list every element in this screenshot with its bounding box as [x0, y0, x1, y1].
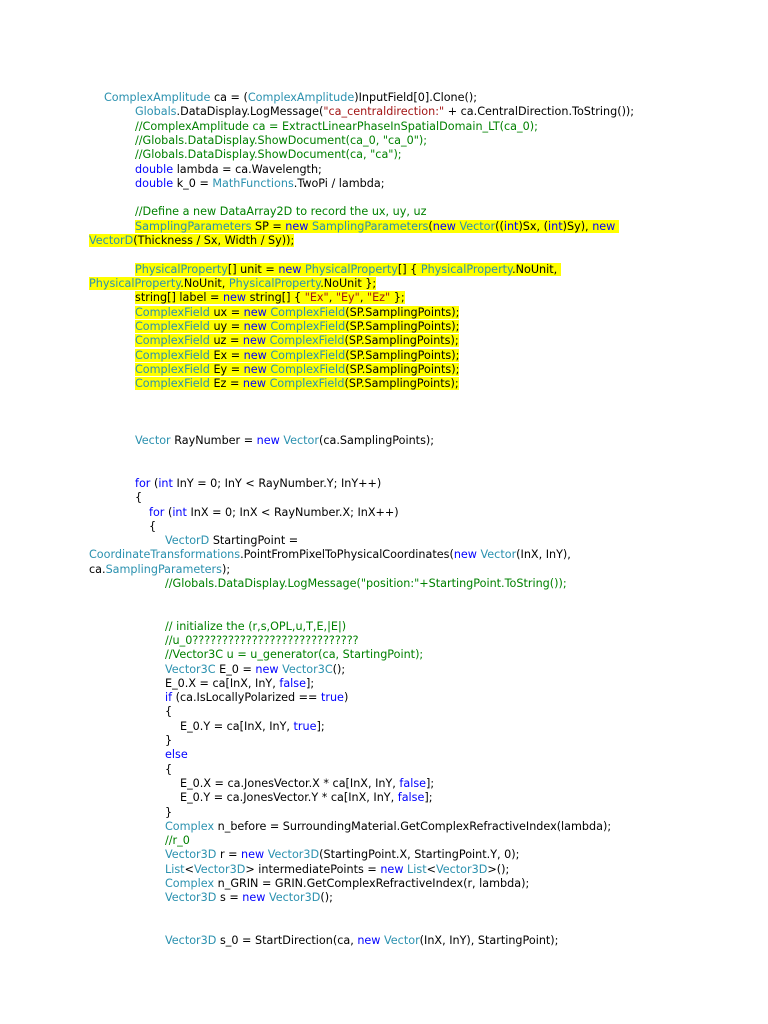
code-line: [135, 205, 426, 219]
code-line: [89, 563, 230, 577]
code-line-text: string[] label = new string[] { "Ex", "Ey", "Ez" };: [135, 291, 405, 304]
type-token: Complex: [165, 877, 215, 890]
keyword-token: new: [380, 863, 404, 876]
type-token: SamplingParameters: [311, 220, 429, 233]
keyword-token: new: [357, 934, 381, 947]
type-token: Vector: [283, 434, 319, 447]
keyword-token: new: [243, 306, 267, 319]
code-line: [135, 477, 381, 491]
keyword-token: for: [149, 506, 165, 519]
code-line: [165, 734, 172, 748]
code-line: [165, 677, 314, 691]
type-token: VectorD: [89, 234, 134, 247]
code-line: [135, 263, 561, 277]
keyword-token: false: [279, 677, 306, 690]
code-line: [165, 806, 172, 820]
code-line-text: Complex n_before = SurroundingMaterial.GetComplexRefractiveIndex(lambda);: [165, 820, 612, 833]
string-token: "Ex": [304, 291, 329, 304]
code-line: [135, 163, 322, 177]
code-line: [165, 634, 359, 648]
code-line: [135, 105, 634, 119]
type-token: Vector3C: [282, 663, 333, 676]
code-line-text: }: [165, 734, 173, 747]
keyword-token: if: [165, 691, 173, 704]
type-token: ComplexField: [135, 334, 210, 347]
type-token: Vector3D: [268, 891, 321, 904]
code-line: [135, 320, 459, 334]
code-line-text: E_0.Y = ca.JonesVector.Y * ca[InX, InY, false];: [180, 791, 433, 804]
code-line: [135, 134, 427, 148]
code-line-text: [165, 577, 567, 590]
code-line-text: ComplexField uy = new ComplexField(SP.SamplingPoints);: [135, 320, 460, 333]
code-line: [135, 220, 619, 234]
type-token: PhysicalProperty: [89, 277, 181, 290]
code-line: [165, 877, 529, 891]
code-line-text: double k_0 = MathFunctions.TwoPi / lambda;: [135, 177, 385, 190]
code-line-text: Vector3D s_0 = StartDirection(ca, new Vector(InX, InY), StartingPoint);: [165, 934, 559, 947]
type-token: ComplexField: [269, 334, 345, 347]
type-token: PhysicalProperty: [228, 277, 321, 290]
keyword-token: double: [135, 163, 174, 176]
type-token: Vector: [459, 220, 496, 233]
string-token: "Ez": [366, 291, 391, 304]
keyword-token: double: [135, 177, 174, 190]
type-token: PhysicalProperty: [420, 263, 513, 276]
type-token: Vector: [384, 934, 420, 947]
keyword-token: new: [243, 363, 267, 376]
type-token: Vector3D: [165, 934, 217, 947]
keyword-token: true: [293, 720, 317, 733]
code-line-text: [135, 134, 427, 147]
code-line-text: Complex n_GRIN = GRIN.GetComplexRefractiveIndex(r, lambda);: [165, 877, 530, 890]
code-line-text: [165, 634, 359, 647]
type-token: MathFunctions: [212, 177, 294, 190]
code-line: [149, 520, 156, 534]
comment-token: // initialize the (r,s,OPL,u,T,E,|E|): [165, 620, 347, 633]
code-line-text: SamplingParameters SP = new SamplingParameters(new Vector((int)Sx, (int)Sy), new: [135, 220, 619, 233]
type-token: ComplexField: [269, 377, 345, 390]
code-line-text: PhysicalProperty.NoUnit, PhysicalProperty.NoUnit };: [89, 277, 377, 290]
code-line-text: Vector3C E_0 = new Vector3C();: [165, 663, 346, 676]
keyword-token: new: [432, 220, 456, 233]
code-line: [135, 177, 385, 191]
type-token: ComplexField: [135, 320, 210, 333]
code-line: [165, 534, 302, 548]
type-token: Vector: [480, 548, 517, 561]
keyword-token: int: [158, 477, 173, 490]
code-line-text: [135, 205, 426, 218]
code-line-text: [165, 748, 188, 761]
code-line: [135, 291, 405, 305]
code-line-text: ComplexField Ey = new ComplexField(SP.SamplingPoints);: [135, 363, 460, 376]
code-line-text: Vector3D r = new Vector3D(StartingPoint.X, StartingPoint.Y, 0);: [165, 848, 520, 861]
keyword-token: new: [278, 263, 302, 276]
code-line-text: ComplexField ux = new ComplexField(SP.SamplingPoints);: [135, 306, 460, 319]
code-line-text: Vector RayNumber = new Vector(ca.SamplingPoints);: [135, 434, 435, 447]
comment-token: //Globals.DataDisplay.ShowDocument(ca_0, "ca_0");: [135, 134, 428, 147]
code-line: [165, 663, 345, 677]
code-line: [149, 506, 399, 520]
code-line: [135, 363, 459, 377]
code-line: [135, 377, 459, 391]
code-line: [135, 120, 538, 134]
keyword-token: false: [397, 791, 425, 804]
comment-token: //Define a new DataArray2D to record the ux, uy, uz: [135, 205, 427, 218]
code-line-text: {: [165, 705, 173, 718]
code-line-text: VectorD StartingPoint =: [165, 534, 302, 547]
keyword-token: new: [242, 334, 267, 347]
comment-token: //r_0: [165, 834, 190, 847]
type-token: SamplingParameters: [105, 563, 222, 576]
code-line: [89, 548, 574, 562]
code-line-text: double lambda = ca.Wavelength;: [135, 163, 322, 176]
code-line-text: CoordinateTransformations.PointFromPixelToPhysicalCoordinates(new Vector(InX, InY),: [89, 548, 575, 561]
type-token: Globals: [135, 105, 177, 118]
code-line-text: [165, 834, 190, 847]
code-line-text: ComplexField Ez = new ComplexField(SP.SamplingPoints);: [135, 377, 459, 390]
keyword-token: int: [172, 506, 187, 519]
type-token: ComplexField: [270, 320, 346, 333]
type-token: Vector3D: [165, 891, 217, 904]
comment-token: //Vector3C u = u_generator(ca, StartingPoint);: [165, 648, 424, 661]
keyword-token: new: [592, 220, 616, 233]
type-token: ComplexAmplitude: [247, 91, 355, 104]
keyword-token: int: [548, 220, 563, 233]
type-token: Vector3C: [165, 663, 216, 676]
code-line-text: [135, 120, 538, 133]
code-line-text: for (int InY = 0; InY < RayNumber.Y; InY++): [135, 477, 382, 490]
code-line: [165, 820, 611, 834]
code-line-text: E_0.X = ca.JonesVector.X * ca[InX, InY, false];: [180, 777, 435, 790]
code-line: [165, 577, 567, 591]
code-line: [89, 277, 376, 291]
keyword-token: new: [243, 349, 267, 362]
code-line-text: ComplexAmplitude ca = (ComplexAmplitude)InputField[0].Clone();: [104, 91, 478, 104]
type-token: Vector: [135, 434, 171, 447]
type-token: ComplexField: [270, 306, 346, 319]
code-line: [104, 91, 477, 105]
code-line-text: for (int InX = 0; InX < RayNumber.X; InX++): [149, 506, 399, 519]
type-token: Vector3D: [165, 848, 217, 861]
type-token: Vector3D: [193, 863, 246, 876]
type-token: List: [407, 863, 427, 876]
type-token: Complex: [165, 820, 215, 833]
comment-token: //ComplexAmplitude ca = ExtractLinearPhaseInSpatialDomain_LT(ca_0);: [135, 120, 538, 133]
code-line-text: VectorD(Thickness / Sx, Width / Sy));: [89, 234, 295, 247]
code-line-text: [135, 148, 402, 161]
type-token: VectorD: [165, 534, 210, 547]
code-line: [165, 863, 509, 877]
code-line: [135, 491, 142, 505]
keyword-token: for: [135, 477, 151, 490]
type-token: Vector3D: [435, 863, 488, 876]
code-line: [165, 891, 333, 905]
keyword-token: new: [255, 663, 279, 676]
keyword-token: new: [256, 434, 280, 447]
comment-token: //u_0????????????????????????????: [165, 634, 359, 647]
string-token: "Ey": [335, 291, 360, 304]
type-token: CoordinateTransformations: [89, 548, 241, 561]
code-line: [165, 848, 519, 862]
keyword-token: new: [242, 377, 267, 390]
code-line-text: ComplexField Ex = new ComplexField(SP.SamplingPoints);: [135, 349, 460, 362]
keyword-token: new: [241, 848, 265, 861]
type-token: ComplexField: [135, 349, 210, 362]
code-line: [165, 648, 423, 662]
code-line-text: {: [149, 520, 157, 533]
code-line-text: ComplexField uz = new ComplexField(SP.SamplingPoints);: [135, 334, 459, 347]
code-line: [165, 934, 558, 948]
code-line-text: [165, 648, 423, 661]
keyword-token: int: [503, 220, 519, 233]
keyword-token: true: [320, 691, 344, 704]
type-token: ComplexField: [135, 363, 210, 376]
type-token: ComplexAmplitude: [104, 91, 211, 104]
code-line-text: E_0.Y = ca[InX, InY, true];: [180, 720, 325, 733]
string-token: "ca_centraldirection:": [323, 105, 445, 118]
code-line: [135, 334, 459, 348]
code-line-text: if (ca.IsLocallyPolarized == true): [165, 691, 349, 704]
code-line: [89, 234, 294, 248]
keyword-token: new: [285, 220, 309, 233]
code-line: [180, 777, 434, 791]
code-line-text: [165, 620, 346, 633]
type-token: PhysicalProperty: [305, 263, 398, 276]
code-line: [180, 791, 433, 805]
type-token: ComplexField: [135, 306, 210, 319]
type-token: PhysicalProperty: [135, 263, 228, 276]
type-token: ComplexField: [135, 377, 210, 390]
type-token: SamplingParameters: [135, 220, 252, 233]
keyword-token: new: [242, 891, 266, 904]
type-token: ComplexField: [270, 349, 346, 362]
type-token: List: [165, 863, 185, 876]
code-line-text: ca.SamplingParameters);: [89, 563, 231, 576]
code-line: [165, 691, 348, 705]
comment-token: //Globals.DataDisplay.LogMessage("position:"+StartingPoint.ToString());: [165, 577, 567, 590]
code-line: [180, 720, 325, 734]
code-line: [165, 620, 346, 634]
code-line-text: List<Vector3D> intermediatePoints = new List<Vector3D>();: [165, 863, 510, 876]
code-line: [165, 763, 172, 777]
type-token: ComplexField: [270, 363, 346, 376]
code-line-text: Globals.DataDisplay.LogMessage("ca_centraldirection:" + ca.CentralDirection.ToString());: [135, 105, 635, 118]
keyword-token: new: [453, 548, 477, 561]
code-line-text: }: [165, 806, 173, 819]
code-line: [165, 705, 172, 719]
code-line: [135, 306, 459, 320]
code-line-text: PhysicalProperty[] unit = new PhysicalProperty[] { PhysicalProperty.NoUnit,: [135, 263, 561, 276]
code-line: [165, 748, 188, 762]
code-line-text: E_0.X = ca[InX, InY, false];: [165, 677, 315, 690]
keyword-token: else: [165, 748, 188, 761]
code-line-text: {: [165, 763, 173, 776]
code-line-text: {: [135, 491, 143, 504]
code-line: [165, 834, 190, 848]
code-line: [135, 434, 434, 448]
code-line: [135, 349, 459, 363]
comment-token: //Globals.DataDisplay.ShowDocument(ca, "ca");: [135, 148, 402, 161]
keyword-token: new: [222, 291, 247, 304]
keyword-token: new: [243, 320, 267, 333]
keyword-token: false: [399, 777, 427, 790]
code-line: [135, 148, 402, 162]
code-line-text: Vector3D s = new Vector3D();: [165, 891, 333, 904]
type-token: Vector3D: [267, 848, 320, 861]
